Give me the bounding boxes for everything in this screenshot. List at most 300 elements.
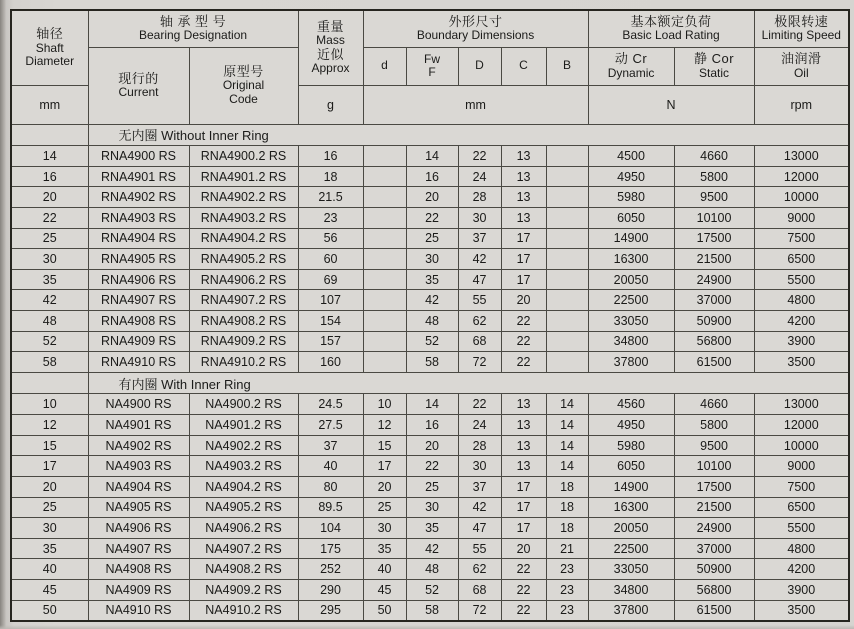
header-mass — [298, 10, 363, 85]
table-cell: 30 — [363, 518, 406, 539]
table-cell: 15 — [11, 435, 88, 456]
table-cell: 20 — [501, 538, 546, 559]
table-cell: RNA4907.2 RS — [189, 290, 298, 311]
table-cell: 22 — [501, 311, 546, 332]
table-cell: 4660 — [674, 146, 754, 167]
table-cell: 22 — [406, 456, 458, 477]
table-cell: NA4900 RS — [88, 394, 189, 415]
header-boundary-dimensions — [363, 10, 588, 47]
table-cell: 47 — [458, 269, 501, 290]
table-cell: RNA4908 RS — [88, 311, 189, 332]
col-d-label: d — [381, 58, 388, 73]
table-cell: 21.5 — [298, 187, 363, 208]
table-cell: 16 — [298, 146, 363, 167]
table-cell: 23 — [546, 579, 588, 600]
table-cell — [546, 228, 588, 249]
table-cell: 14900 — [588, 228, 674, 249]
table-cell: NA4907 RS — [88, 538, 189, 559]
table-cell: RNA4904.2 RS — [189, 228, 298, 249]
section-empty-cell — [11, 372, 88, 394]
table-cell: 17500 — [674, 476, 754, 497]
table-cell: 18 — [546, 476, 588, 497]
oil-label-zh: 油润滑 — [781, 51, 822, 66]
table-cell: 5980 — [588, 187, 674, 208]
table-cell: 61500 — [674, 352, 754, 373]
table-cell: 28 — [458, 187, 501, 208]
table-cell: RNA4906 RS — [88, 269, 189, 290]
table-row — [11, 394, 849, 415]
header-row-2 — [11, 47, 849, 85]
table-cell — [363, 228, 406, 249]
table-cell: 60 — [298, 249, 363, 270]
shaft-label-en1: Shaft — [35, 40, 64, 55]
header-col-d — [363, 47, 406, 85]
table-cell — [363, 187, 406, 208]
table-cell — [546, 269, 588, 290]
table-cell: 62 — [458, 559, 501, 580]
table-cell: 107 — [298, 290, 363, 311]
oil-label-en: Oil — [793, 65, 809, 80]
table-cell: 56800 — [674, 579, 754, 600]
static-label-en: Static — [699, 65, 730, 80]
table-cell: 30 — [11, 249, 88, 270]
table-row — [11, 456, 849, 477]
table-cell: 42 — [11, 290, 88, 311]
table-cell: 9000 — [754, 456, 849, 477]
table-cell: 10 — [11, 394, 88, 415]
table-cell: 23 — [546, 600, 588, 621]
table-row — [11, 435, 849, 456]
table-cell: RNA4909 RS — [88, 331, 189, 352]
unit-load-N: N — [588, 85, 754, 124]
table-cell: 20 — [11, 187, 88, 208]
table-cell: 9500 — [674, 187, 754, 208]
table-cell: 42 — [406, 538, 458, 559]
table-row — [11, 146, 849, 167]
table-cell: 13 — [501, 456, 546, 477]
table-cell: 13 — [501, 435, 546, 456]
table-cell: 72 — [458, 600, 501, 621]
table-cell: 22 — [501, 352, 546, 373]
table-cell: NA4910 RS — [88, 600, 189, 621]
table-cell: 22 — [458, 394, 501, 415]
table-cell: 30 — [458, 456, 501, 477]
load-label-en: Basic Load Rating — [622, 28, 720, 43]
table-cell — [546, 249, 588, 270]
header-oil-lubrication — [754, 47, 849, 85]
static-label-zh: 静 Cor — [694, 51, 735, 66]
table-cell: 20 — [501, 290, 546, 311]
table-cell: RNA4902.2 RS — [189, 187, 298, 208]
table-cell: 13 — [501, 146, 546, 167]
table-cell: 6500 — [754, 497, 849, 518]
table-cell: 14 — [546, 394, 588, 415]
header-original-code — [189, 47, 298, 124]
table-row — [11, 497, 849, 518]
table-cell: 24.5 — [298, 394, 363, 415]
mass-label-zh1: 重量 — [317, 18, 345, 34]
table-row — [11, 311, 849, 332]
table-cell: 22 — [501, 579, 546, 600]
table-cell — [363, 352, 406, 373]
table-cell: 55 — [458, 538, 501, 559]
table-cell: 27.5 — [298, 415, 363, 436]
original-label-en1: Original — [222, 78, 265, 93]
table-cell: 10000 — [754, 187, 849, 208]
table-cell: NA4908.2 RS — [189, 559, 298, 580]
table-cell: 14 — [406, 146, 458, 167]
table-cell: NA4908 RS — [88, 559, 189, 580]
table-cell: 160 — [298, 352, 363, 373]
table-cell: NA4903 RS — [88, 456, 189, 477]
unit-shaft-mm: mm — [11, 85, 88, 124]
table-cell: RNA4900.2 RS — [189, 146, 298, 167]
table-cell: 5800 — [674, 166, 754, 187]
table-cell: 5500 — [754, 518, 849, 539]
header-current-code — [88, 47, 189, 124]
table-cell: 4950 — [588, 166, 674, 187]
col-fw-label-bottom: F — [428, 65, 436, 79]
table-cell — [363, 269, 406, 290]
table-cell: 22 — [501, 600, 546, 621]
header-basic-load-rating — [588, 10, 754, 47]
table-cell: 14 — [546, 415, 588, 436]
table-cell: NA4904 RS — [88, 476, 189, 497]
table-cell — [546, 290, 588, 311]
table-cell: 16300 — [588, 249, 674, 270]
table-cell: 10 — [363, 394, 406, 415]
table-cell: 16 — [406, 415, 458, 436]
table-cell: 6050 — [588, 207, 674, 228]
mass-label-en1: Mass — [316, 33, 345, 48]
table-cell: 48 — [406, 559, 458, 580]
header-col-D — [458, 47, 501, 85]
table-cell: 89.5 — [298, 497, 363, 518]
table-header — [11, 10, 849, 124]
table-row — [11, 518, 849, 539]
table-cell: 20 — [406, 187, 458, 208]
table-cell: 6500 — [754, 249, 849, 270]
table-cell: NA4906 RS — [88, 518, 189, 539]
designation-label-en: Bearing Designation — [138, 28, 248, 43]
table-cell: 42 — [458, 497, 501, 518]
table-cell: 5500 — [754, 269, 849, 290]
dynamic-label-zh: 动 Cr — [614, 51, 648, 66]
table-cell: 175 — [298, 538, 363, 559]
table-cell: RNA4904 RS — [88, 228, 189, 249]
scan-page-edge-bottom — [0, 625, 854, 629]
table-cell: 34800 — [588, 579, 674, 600]
table-cell: RNA4903 RS — [88, 207, 189, 228]
table-cell: NA4909 RS — [88, 579, 189, 600]
shaft-label-en2: Diameter — [25, 54, 75, 69]
table-cell — [546, 166, 588, 187]
table-cell: 35 — [406, 269, 458, 290]
table-cell: 37 — [298, 435, 363, 456]
table-cell: RNA4900 RS — [88, 146, 189, 167]
table-cell: RNA4903.2 RS — [189, 207, 298, 228]
table-cell: 17 — [501, 228, 546, 249]
table-cell: 52 — [406, 331, 458, 352]
table-cell: 252 — [298, 559, 363, 580]
table-cell: 4560 — [588, 394, 674, 415]
table-row — [11, 476, 849, 497]
table-cell: 25 — [11, 497, 88, 518]
table-cell: 42 — [458, 249, 501, 270]
table-cell: NA4905.2 RS — [189, 497, 298, 518]
table-cell: 21500 — [674, 249, 754, 270]
table-cell: NA4902.2 RS — [189, 435, 298, 456]
current-label-zh: 现行的 — [118, 70, 159, 86]
table-row — [11, 249, 849, 270]
table-cell: 35 — [406, 518, 458, 539]
table-row — [11, 166, 849, 187]
mass-label-zh2: 近似 — [317, 46, 345, 62]
mass-label-en2: Approx — [311, 61, 350, 76]
table-cell: 25 — [363, 497, 406, 518]
table-cell: 9500 — [674, 435, 754, 456]
table-row — [11, 290, 849, 311]
table-cell: 14 — [406, 394, 458, 415]
table-cell: 25 — [406, 476, 458, 497]
speed-label-en: Limiting Speed — [761, 28, 841, 43]
table-cell: 37800 — [588, 352, 674, 373]
table-cell: 4800 — [754, 538, 849, 559]
bearing-spec-table — [10, 9, 850, 622]
section-header-row — [11, 124, 849, 146]
table-cell: 25 — [406, 228, 458, 249]
table-cell: RNA4905.2 RS — [189, 249, 298, 270]
table-cell: 24 — [458, 166, 501, 187]
unit-mass-g: g — [298, 85, 363, 124]
section-header-row — [11, 372, 849, 394]
table-cell — [546, 146, 588, 167]
table-cell: 17 — [501, 497, 546, 518]
table-cell: 17 — [501, 518, 546, 539]
col-D-label: D — [475, 58, 484, 73]
table-cell: 17 — [363, 456, 406, 477]
table-cell: 80 — [298, 476, 363, 497]
table-cell: 52 — [406, 579, 458, 600]
table-cell — [546, 187, 588, 208]
table-cell: 4500 — [588, 146, 674, 167]
table-cell: 22 — [458, 146, 501, 167]
table-row — [11, 269, 849, 290]
load-label-zh: 基本额定负荷 — [630, 13, 712, 29]
table-cell — [363, 207, 406, 228]
table-cell: 18 — [546, 518, 588, 539]
table-cell — [363, 166, 406, 187]
table-cell: 4200 — [754, 559, 849, 580]
table-cell: 48 — [406, 311, 458, 332]
table-cell: 72 — [458, 352, 501, 373]
table-cell — [363, 146, 406, 167]
table-cell: RNA4908.2 RS — [189, 311, 298, 332]
table-row — [11, 559, 849, 580]
table-cell: 47 — [458, 518, 501, 539]
table-cell: 14900 — [588, 476, 674, 497]
table-cell: 22500 — [588, 538, 674, 559]
table-cell: 35 — [11, 538, 88, 559]
table-cell: NA4905 RS — [88, 497, 189, 518]
table-cell: RNA4910.2 RS — [189, 352, 298, 373]
table-cell: 18 — [546, 497, 588, 518]
table-cell: RNA4906.2 RS — [189, 269, 298, 290]
table-cell: 50900 — [674, 559, 754, 580]
table-row — [11, 187, 849, 208]
header-row-1 — [11, 10, 849, 47]
table-cell: 290 — [298, 579, 363, 600]
table-cell: 69 — [298, 269, 363, 290]
designation-label-zh: 轴 承 型 号 — [159, 13, 227, 29]
original-label-en2: Code — [229, 91, 258, 106]
table-cell: 3900 — [754, 331, 849, 352]
table-cell: RNA4910 RS — [88, 352, 189, 373]
table-cell: 42 — [406, 290, 458, 311]
table-body — [11, 124, 849, 621]
table-cell: 3500 — [754, 600, 849, 621]
table-cell: 23 — [298, 207, 363, 228]
speed-label-zh: 极限转速 — [774, 13, 829, 29]
table-cell: 56800 — [674, 331, 754, 352]
table-cell: 58 — [406, 600, 458, 621]
table-cell: RNA4909.2 RS — [189, 331, 298, 352]
table-cell: 50900 — [674, 311, 754, 332]
table-cell: 37800 — [588, 600, 674, 621]
table-cell: 55 — [458, 290, 501, 311]
table-cell: NA4910.2 RS — [189, 600, 298, 621]
header-limiting-speed — [754, 10, 849, 47]
table-cell: 50 — [11, 600, 88, 621]
table-cell: 14 — [546, 435, 588, 456]
table-cell: 21 — [546, 538, 588, 559]
table-cell: 13 — [501, 166, 546, 187]
table-cell: 37000 — [674, 538, 754, 559]
table-cell: NA4903.2 RS — [189, 456, 298, 477]
table-cell: 68 — [458, 579, 501, 600]
unit-speed-rpm: rpm — [754, 85, 849, 124]
table-cell: 58 — [406, 352, 458, 373]
unit-boundary-mm: mm — [363, 85, 588, 124]
table-cell: NA4907.2 RS — [189, 538, 298, 559]
table-cell: 22 — [11, 207, 88, 228]
boundary-label-en: Boundary Dimensions — [416, 28, 535, 43]
table-cell: 56 — [298, 228, 363, 249]
table-cell: 16300 — [588, 497, 674, 518]
table-cell: 52 — [11, 331, 88, 352]
table-cell: NA4902 RS — [88, 435, 189, 456]
table-cell: 5980 — [588, 435, 674, 456]
col-C-label: C — [519, 58, 528, 73]
table-cell: 13000 — [754, 394, 849, 415]
table-row — [11, 228, 849, 249]
table-cell: 7500 — [754, 476, 849, 497]
table-cell: 40 — [298, 456, 363, 477]
table-cell: 20 — [11, 476, 88, 497]
header-dynamic-load — [588, 47, 674, 85]
section-title: 无内圈 Without Inner Ring — [88, 124, 849, 146]
table-cell — [546, 352, 588, 373]
table-cell: 21500 — [674, 497, 754, 518]
table-row — [11, 352, 849, 373]
table-cell: 45 — [11, 579, 88, 600]
table-cell — [546, 207, 588, 228]
table-cell: 12000 — [754, 415, 849, 436]
table-cell: 22 — [406, 207, 458, 228]
table-cell: 37 — [458, 476, 501, 497]
table-cell: 20050 — [588, 269, 674, 290]
table-cell: 20 — [363, 476, 406, 497]
table-cell: 40 — [363, 559, 406, 580]
table-cell: 24900 — [674, 269, 754, 290]
header-col-C — [501, 47, 546, 85]
table-cell: RNA4901.2 RS — [189, 166, 298, 187]
table-cell — [546, 311, 588, 332]
table-cell: RNA4902 RS — [88, 187, 189, 208]
table-cell: 33050 — [588, 311, 674, 332]
table-cell: 50 — [363, 600, 406, 621]
table-cell: 154 — [298, 311, 363, 332]
table-row — [11, 600, 849, 621]
col-fw-label-top: Fw — [424, 51, 441, 66]
table-cell: 40 — [11, 559, 88, 580]
table-cell: 20 — [406, 435, 458, 456]
table-cell — [363, 311, 406, 332]
table-cell: 25 — [11, 228, 88, 249]
table-cell: 17 — [501, 269, 546, 290]
boundary-label-zh: 外形尺寸 — [448, 13, 503, 29]
header-col-B — [546, 47, 588, 85]
table-cell: 7500 — [754, 228, 849, 249]
table-cell: 12 — [11, 415, 88, 436]
original-label-zh: 原型号 — [223, 63, 264, 79]
table-cell: 17 — [11, 456, 88, 477]
table-cell: 13 — [501, 207, 546, 228]
table-cell: 37 — [458, 228, 501, 249]
table-cell: 24 — [458, 415, 501, 436]
table-cell: 35 — [11, 269, 88, 290]
table-cell: NA4901 RS — [88, 415, 189, 436]
table-cell: 48 — [11, 311, 88, 332]
table-cell: 3500 — [754, 352, 849, 373]
table-cell: 3900 — [754, 579, 849, 600]
table-cell: 16 — [406, 166, 458, 187]
table-cell: 17500 — [674, 228, 754, 249]
table-cell: 10100 — [674, 207, 754, 228]
table-cell: 61500 — [674, 600, 754, 621]
section-empty-cell — [11, 124, 88, 146]
table-cell: 4950 — [588, 415, 674, 436]
table-cell: 30 — [406, 497, 458, 518]
table-cell: 13 — [501, 394, 546, 415]
table-cell: RNA4907 RS — [88, 290, 189, 311]
table-cell: 22500 — [588, 290, 674, 311]
table-cell: 35 — [363, 538, 406, 559]
table-cell: 13000 — [754, 146, 849, 167]
table-cell: 45 — [363, 579, 406, 600]
table-cell: RNA4905 RS — [88, 249, 189, 270]
table-cell: 4200 — [754, 311, 849, 332]
table-cell: NA4904.2 RS — [189, 476, 298, 497]
table-cell: 104 — [298, 518, 363, 539]
table-cell: 16 — [11, 166, 88, 187]
table-row — [11, 579, 849, 600]
table-cell: 157 — [298, 331, 363, 352]
table-cell: 10000 — [754, 435, 849, 456]
table-cell: 22 — [501, 331, 546, 352]
table-cell: 18 — [298, 166, 363, 187]
table-row — [11, 331, 849, 352]
